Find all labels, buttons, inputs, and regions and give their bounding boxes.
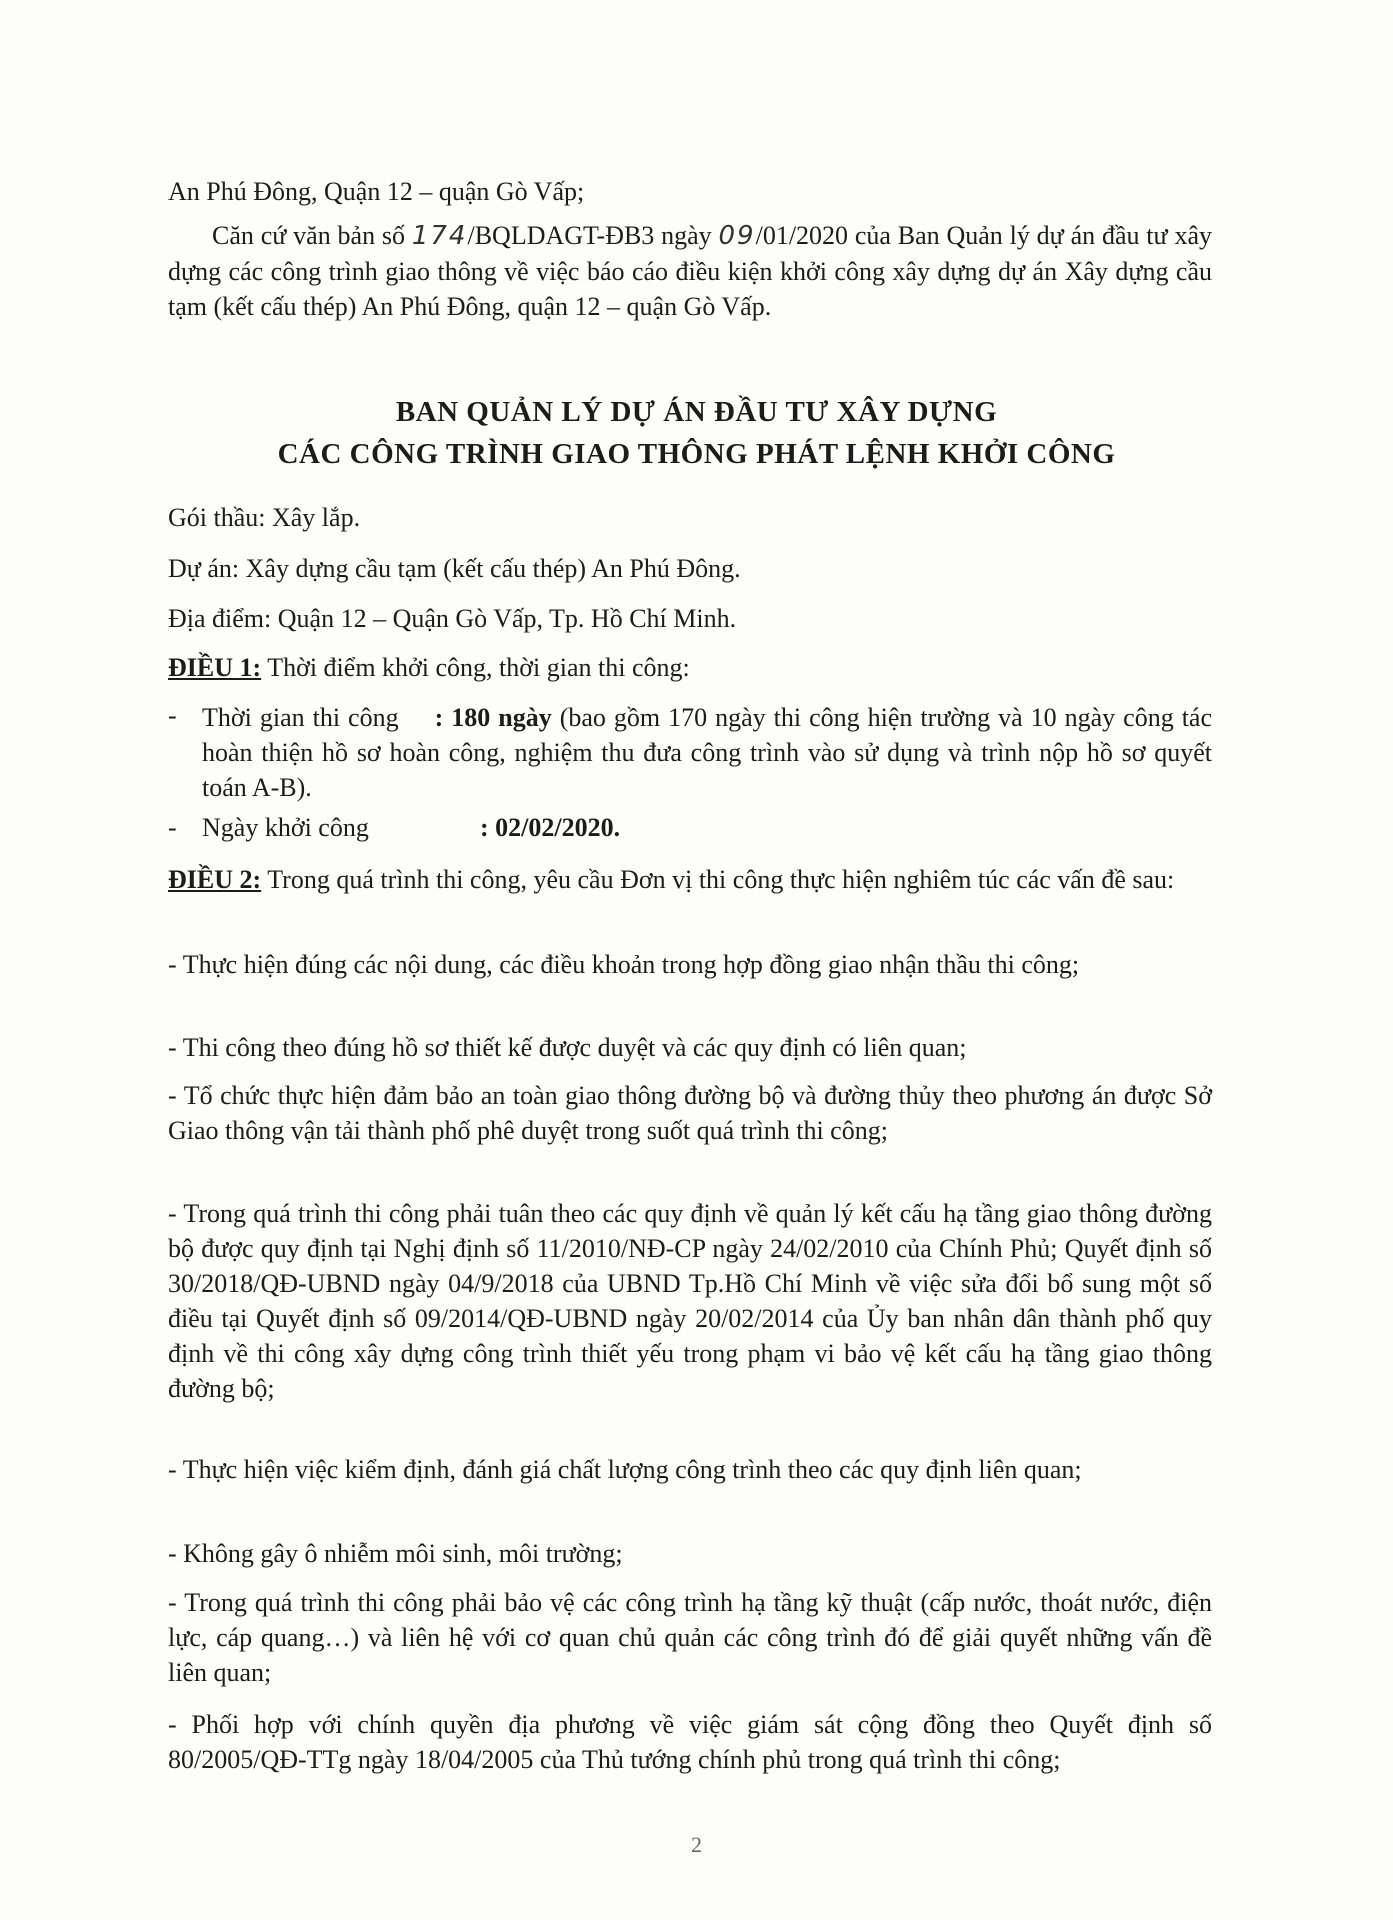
article1-label: ĐIỀU 1:	[168, 653, 262, 682]
title-line-2: CÁC CÔNG TRÌNH GIAO THÔNG PHÁT LỆNH KHỞI CÔNG	[277, 438, 1116, 470]
article2-item: - Không gây ô nhiễm môi sinh, môi trường;	[168, 1539, 623, 1568]
duration-item	[202, 700, 1212, 805]
duration-separator: :	[434, 703, 452, 732]
package-line: Gói thầu: Xây lắp.	[168, 503, 361, 532]
article2-text: Trong quá trình thi công, yêu cầu Đơn vị thi công thực hiện nghiêm túc các vấn đề sau:	[261, 865, 1175, 894]
article2-item: - Thi công theo đúng hồ sơ thiết kế được duyệt và các quy định có liên quan;	[168, 1033, 967, 1062]
article2-item: - Phối hợp với chính quyền địa phương về việc giám sát cộng đồng theo Quyết định số 80/2005/QĐ-TTg ngày 18/04/2005 của Thủ tướng chính phủ trong quá trình thi công;	[168, 1710, 1212, 1774]
article2-item: - Thực hiện đúng các nội dung, các điều khoản trong hợp đồng giao nhận thầu thi công;	[168, 950, 1080, 979]
duration-value: 180 ngày	[451, 703, 552, 732]
page-number: 2	[691, 1832, 702, 1857]
location-line: Địa điểm: Quận 12 – Quận Gò Vấp, Tp. Hồ Chí Minh.	[168, 604, 737, 633]
article2-item: - Tổ chức thực hiện đảm bảo an toàn giao thông đường bộ và đường thủy theo phương án được Sở Giao thông vận tải thành phố phê duyệt trong suốt quá trình thi công;	[168, 1081, 1212, 1145]
handwritten-doc-number: 174	[411, 221, 468, 251]
intro-line: An Phú Đông, Quận 12 – quận Gò Vấp;	[168, 177, 585, 206]
start-date-label: Ngày khởi công	[202, 813, 369, 842]
basis-paragraph	[168, 218, 1212, 324]
basis-mid: /BQLDAGT-ĐB3 ngày	[467, 221, 719, 250]
article1-text: Thời điểm khởi công, thời gian thi công:	[261, 653, 690, 682]
article2-heading	[168, 862, 1212, 897]
article2-item: - Thực hiện việc kiểm định, đánh giá chất lượng công trình theo các quy định liên quan;	[168, 1455, 1082, 1484]
project-line: Dự án: Xây dựng cầu tạm (kết cấu thép) An Phú Đông.	[168, 554, 741, 583]
basis-rest: /01/2020 của Ban Quản lý dự án đầu tư xây dựng các công trình giao thông về việc báo cáo điều kiện khởi công xây dựng dự án Xây dựng cầu tạm (kết cấu thép) An Phú Đông, quận 12 – quận Gò Vấp.	[168, 221, 1212, 321]
article2-item: - Trong quá trình thi công phải tuân theo các quy định về quản lý kết cấu hạ tầng giao thông đường bộ được quy định tại Nghị định số 11/2010/NĐ-CP ngày 24/02/2010 của Chính Phủ; Quyết định số 30/2018/QĐ-UBND ngày 04/9/2018 của UBND Tp.Hồ Chí Minh về việc sửa đổi bổ sung một số điều tại Quyết định số 09/2014/QĐ-UBND ngày 20/02/2014 của Ủy ban nhân dân thành phố quy định về thi công xây dựng công trình thiết yếu trong phạm vi bảo vệ kết cấu hạ tầng giao thông đường bộ;	[168, 1199, 1212, 1403]
handwritten-day: 09	[718, 221, 756, 251]
title-line-1: BAN QUẢN LÝ DỰ ÁN ĐẦU TƯ XÂY DỰNG	[395, 396, 998, 428]
start-date-value: : 02/02/2020.	[480, 813, 621, 842]
article2-label: ĐIỀU 2:	[168, 865, 262, 894]
duration-detail: (bao gồm 170 ngày thi công hiện trường và 10 ngày công tác hoàn thiện hồ sơ hoàn công, nghiệm thu đưa công trình vào sử dụng và trình nộp hồ sơ quyết toán A-B).	[202, 703, 1212, 802]
article2-item: - Trong quá trình thi công phải bảo vệ các công trình hạ tầng kỹ thuật (cấp nước, thoát nước, điện lực, cáp quang…) và liên hệ với cơ quan chủ quản các công trình đó để giải quyết những vấn đề liên quan;	[168, 1588, 1212, 1687]
duration-dash: -	[168, 701, 177, 730]
start-date-dash: -	[168, 813, 177, 842]
duration-label: Thời gian thi công	[202, 703, 399, 732]
article1-heading	[168, 652, 690, 685]
basis-prefix: Căn cứ văn bản số	[212, 221, 412, 250]
